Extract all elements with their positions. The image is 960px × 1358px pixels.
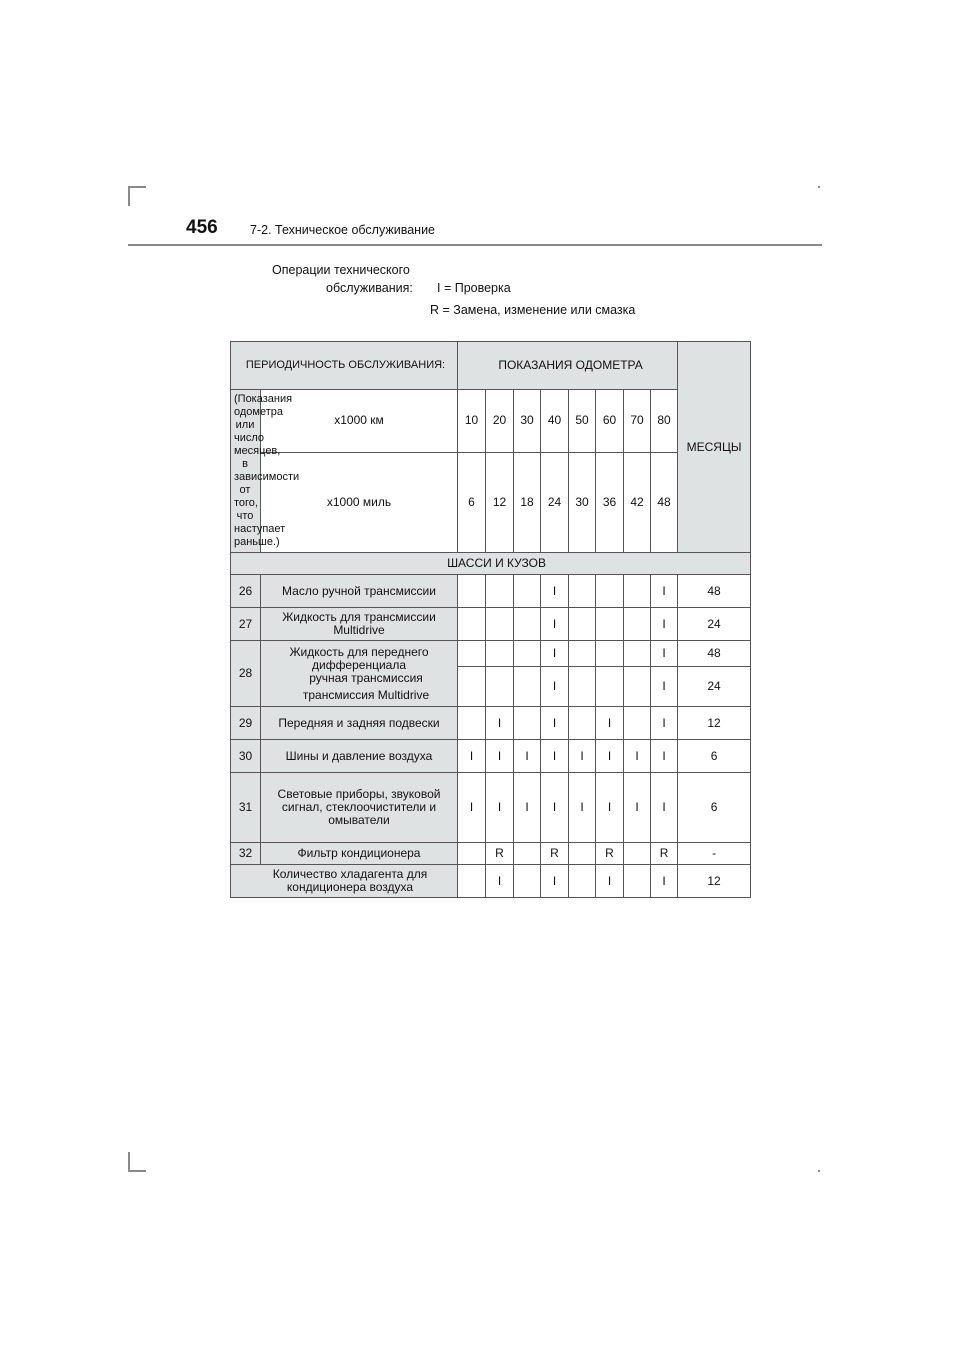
mile-value-7: 42	[624, 452, 651, 552]
mile-value-4: 24	[541, 452, 569, 552]
cell-32-2: R	[486, 843, 514, 865]
cell-27-5	[569, 608, 596, 641]
crop-mark-top-left-h	[128, 186, 146, 188]
cell-refrigerant-7	[624, 865, 651, 898]
section-title: 7-2. Техническое обслуживание	[250, 223, 435, 237]
cell-28-1-4: I	[541, 641, 569, 667]
crop-mark-bottom-left-v	[128, 1152, 130, 1172]
km-value-3: 30	[514, 390, 541, 453]
row-name-28	[261, 641, 458, 707]
row-name-refrigerant: Количество хладагента для кондиционера воздуха	[231, 865, 458, 898]
mile-value-8: 48	[651, 452, 678, 552]
cell-refrigerant-3	[514, 865, 541, 898]
row-number-31: 31	[231, 773, 261, 843]
cell-30-5: I	[569, 740, 596, 773]
cell-32-6: R	[596, 843, 624, 865]
cell-31-8: I	[651, 773, 678, 843]
cell-30-2: I	[486, 740, 514, 773]
cell-28-2-8: I	[651, 667, 678, 707]
cell-30-6: I	[596, 740, 624, 773]
km-value-6: 60	[596, 390, 624, 453]
cell-28-2-7	[624, 667, 651, 707]
period-label-cell: ПЕРИОДИЧНОСТЬ ОБСЛУЖИВАНИЯ:	[231, 342, 458, 390]
cell-27-1	[458, 608, 486, 641]
row-subname-28-2: трансмиссия Multidrive	[302, 687, 430, 702]
crop-mark-bottom-left-h	[128, 1170, 146, 1172]
cell-29-7	[624, 707, 651, 740]
cell-32-5	[569, 843, 596, 865]
cell-29-5	[569, 707, 596, 740]
months-26: 48	[678, 575, 751, 608]
maintenance-schedule-table	[230, 341, 751, 898]
row-name-main-28: Жидкость для переднего дифференциала	[289, 644, 429, 672]
cell-28-2-2	[486, 667, 514, 707]
row-name-31: Световые приборы, звуковой сигнал, стеклоочистители и омыватели	[261, 773, 458, 843]
km-value-1: 10	[458, 390, 486, 453]
cell-29-1	[458, 707, 486, 740]
cell-30-8: I	[651, 740, 678, 773]
row-number-29: 29	[231, 707, 261, 740]
cell-31-1: I	[458, 773, 486, 843]
cell-28-1-6	[596, 641, 624, 667]
crop-mark-top-right	[818, 186, 820, 188]
row-number-32: 32	[231, 843, 261, 865]
row-name-26: Масло ручной трансмиссии	[261, 575, 458, 608]
cell-29-8: I	[651, 707, 678, 740]
cell-27-4: I	[541, 608, 569, 641]
months-refrigerant: 12	[678, 865, 751, 898]
mile-value-6: 36	[596, 452, 624, 552]
unit-km-cell: x1000 км	[261, 390, 458, 453]
cell-refrigerant-5	[569, 865, 596, 898]
legend-line1: Операции технического	[272, 263, 410, 277]
cell-31-2: I	[486, 773, 514, 843]
cell-27-2	[486, 608, 514, 641]
cell-28-1-1	[458, 641, 486, 667]
km-value-2: 20	[486, 390, 514, 453]
cell-refrigerant-8: I	[651, 865, 678, 898]
months-31: 6	[678, 773, 751, 843]
row-name-27: Жидкость для трансмиссии Multidrive	[261, 608, 458, 641]
cell-28-1-7	[624, 641, 651, 667]
row-subname-28-1: ручная трансмиссия	[309, 670, 423, 685]
cell-27-8: I	[651, 608, 678, 641]
cell-30-1: I	[458, 740, 486, 773]
crop-mark-bottom-right	[818, 1170, 820, 1172]
legend-replace: R = Замена, изменение или смазка	[430, 303, 636, 317]
cell-26-2	[486, 575, 514, 608]
unit-miles-cell: x1000 миль	[261, 452, 458, 552]
cell-28-2-5	[569, 667, 596, 707]
cell-30-3: I	[514, 740, 541, 773]
cell-26-5	[569, 575, 596, 608]
cell-28-2-3	[514, 667, 541, 707]
cell-29-4: I	[541, 707, 569, 740]
cell-29-2: I	[486, 707, 514, 740]
mile-value-3: 18	[514, 452, 541, 552]
page-number: 456	[186, 217, 218, 238]
row-name-29: Передняя и задняя подвески	[261, 707, 458, 740]
cell-28-1-8: I	[651, 641, 678, 667]
cell-28-2-4: I	[541, 667, 569, 707]
row-number-26: 26	[231, 575, 261, 608]
row-number-28: 28	[231, 641, 261, 707]
mile-value-5: 30	[569, 452, 596, 552]
cell-26-8: I	[651, 575, 678, 608]
cell-refrigerant-6: I	[596, 865, 624, 898]
legend-inspect: I = Проверка	[437, 281, 511, 295]
cell-27-6	[596, 608, 624, 641]
cell-28-1-5	[569, 641, 596, 667]
cell-31-6: I	[596, 773, 624, 843]
cell-26-6	[596, 575, 624, 608]
cell-30-7: I	[624, 740, 651, 773]
header-rule	[128, 244, 822, 246]
cell-refrigerant-4: I	[541, 865, 569, 898]
cell-32-1	[458, 843, 486, 865]
row-name-32: Фильтр кондиционера	[261, 843, 458, 865]
cell-31-7: I	[624, 773, 651, 843]
mile-value-2: 12	[486, 452, 514, 552]
cell-32-7	[624, 843, 651, 865]
cell-28-2-1	[458, 667, 486, 707]
months-header: МЕСЯЦЫ	[678, 342, 751, 553]
cell-refrigerant-1	[458, 865, 486, 898]
months-32: -	[678, 843, 751, 865]
cell-30-4: I	[541, 740, 569, 773]
section-name-cell: ШАССИ И КУЗОВ	[231, 553, 751, 575]
cell-27-7	[624, 608, 651, 641]
km-value-7: 70	[624, 390, 651, 453]
cell-32-4: R	[541, 843, 569, 865]
cell-31-3: I	[514, 773, 541, 843]
months-29: 12	[678, 707, 751, 740]
row-number-30: 30	[231, 740, 261, 773]
cell-28-1-2	[486, 641, 514, 667]
months-28-1: 48	[678, 641, 751, 667]
cell-29-3	[514, 707, 541, 740]
cell-27-3	[514, 608, 541, 641]
cell-28-2-6	[596, 667, 624, 707]
cell-26-4: I	[541, 575, 569, 608]
cell-32-8: R	[651, 843, 678, 865]
months-27: 24	[678, 608, 751, 641]
legend-line2: обслуживания:	[326, 281, 413, 295]
mile-value-1: 6	[458, 452, 486, 552]
km-value-4: 40	[541, 390, 569, 453]
cell-31-4: I	[541, 773, 569, 843]
cell-31-5: I	[569, 773, 596, 843]
cell-28-1-3	[514, 641, 541, 667]
months-28-2: 24	[678, 667, 751, 707]
cell-29-6: I	[596, 707, 624, 740]
km-value-8: 80	[651, 390, 678, 453]
crop-mark-top-left-v	[128, 186, 130, 206]
cell-26-3	[514, 575, 541, 608]
cell-refrigerant-2: I	[486, 865, 514, 898]
cell-26-7	[624, 575, 651, 608]
row-name-30: Шины и давление воздуха	[261, 740, 458, 773]
km-value-5: 50	[569, 390, 596, 453]
period-note-cell: (Показания одометра или число месяцев, в зависимости от того, что наступает раньше.)	[231, 390, 261, 553]
months-30: 6	[678, 740, 751, 773]
cell-32-3	[514, 843, 541, 865]
odometer-label-cell: ПОКАЗАНИЯ ОДОМЕТРА	[458, 342, 678, 390]
cell-26-1	[458, 575, 486, 608]
row-number-27: 27	[231, 608, 261, 641]
